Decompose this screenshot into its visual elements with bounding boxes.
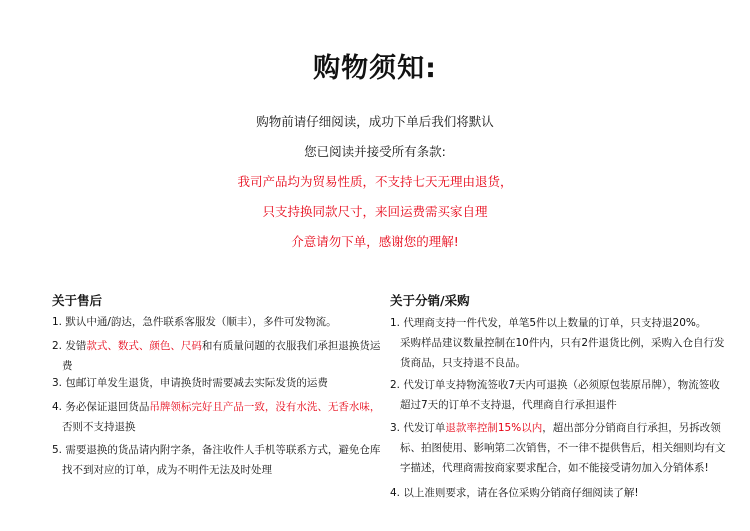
after-sales-item-4-highlight: 吊牌领标完好且产品一致，没有水洗、无香水味， — [149, 401, 381, 413]
intro-line-2: 您已阅读并接受所有条款: — [304, 144, 446, 159]
after-sales-item-5 — [52, 440, 380, 480]
after-sales-item-4 — [52, 397, 380, 437]
after-sales-item-2-prefix: 2. 发错 — [52, 340, 87, 352]
distribution-item-3-prefix: 3. 代发订单 — [390, 422, 446, 434]
after-sales-item-3: 3. 包邮订单发生退货，申请换货时需要减去实际发货的运费 — [52, 377, 328, 389]
distribution-item-3 — [390, 418, 726, 478]
after-sales-item-2-cont: 费 — [62, 360, 73, 372]
page-title: 购物须知: — [313, 53, 437, 84]
after-sales-item-1: 1. 默认中通/韵达，急件联系客服发（顺丰），多件可发物流。 — [52, 316, 337, 328]
distribution-heading: 关于分销/采购 — [390, 293, 470, 308]
after-sales-item-4-prefix: 4. 务必保证退回货品 — [52, 401, 150, 413]
after-sales-heading: 关于售后 — [52, 293, 103, 308]
after-sales-item-5-cont: 找不到对应的订单，成为不明件无法及时处理 — [62, 464, 272, 476]
distribution-item-4: 4. 以上准则要求，请在各位采购分销商仔细阅读了解! — [390, 487, 639, 499]
after-sales-item-4-cont: 否则不支持退换 — [62, 421, 136, 433]
intro-line-4: 只支持换同款尺寸，来回运费需买家自理 — [262, 204, 488, 219]
distribution-item-3-cont-2: 字描述，代理商需按商家要求配合，如不能接受请勿加入分销体系! — [400, 462, 709, 474]
after-sales-item-2-highlight: 款式、数式、颜色、尺码 — [86, 340, 202, 352]
distribution-item-1-line: 1. 代理商支持一件代发，单笔5件以上数量的订单，只支持退20%。 — [390, 317, 707, 329]
intro-line-5: 介意请勿下单，感谢您的理解! — [291, 234, 459, 249]
distribution-item-1 — [390, 313, 725, 373]
distribution-item-2-line: 2. 代发订单支持物流签收7天内可退换（必须原包装原吊牌），物流签收 — [390, 379, 720, 391]
after-sales-item-2-suffix: 和有质量问题的衣服我们承担退换货运 — [201, 340, 381, 352]
distribution-item-2-cont: 超过7天的订单不支持退，代理商自行承担退件 — [400, 399, 617, 411]
after-sales-item-2 — [52, 336, 380, 376]
distribution-item-3-cont-1: 标、拍图使用、影响第二次销售，不一律不提供售后，相关细则均有文 — [400, 442, 726, 454]
intro-line-1: 购物前请仔细阅读，成功下单后我们将默认 — [256, 114, 494, 129]
distribution-item-2 — [390, 375, 720, 415]
intro-line-3: 我司产品均为贸易性质，不支持七天无理由退货， — [237, 174, 513, 189]
distribution-item-1-cont-1: 采购样品建议数量控制在10件内，只有2件退货比例，采购入仓自行发 — [400, 337, 725, 349]
after-sales-item-5-line: 5. 需要退换的货品请内附字条，备注收件人手机等联系方式，避免仓库 — [52, 444, 381, 456]
distribution-item-3-highlight: 退款率控制15%以内 — [445, 422, 543, 434]
distribution-item-1-cont-2: 货商品，只支持退不良品。 — [400, 357, 526, 369]
distribution-item-3-suffix: ，超出部分分销商自行承担，另拆改领 — [542, 422, 721, 434]
